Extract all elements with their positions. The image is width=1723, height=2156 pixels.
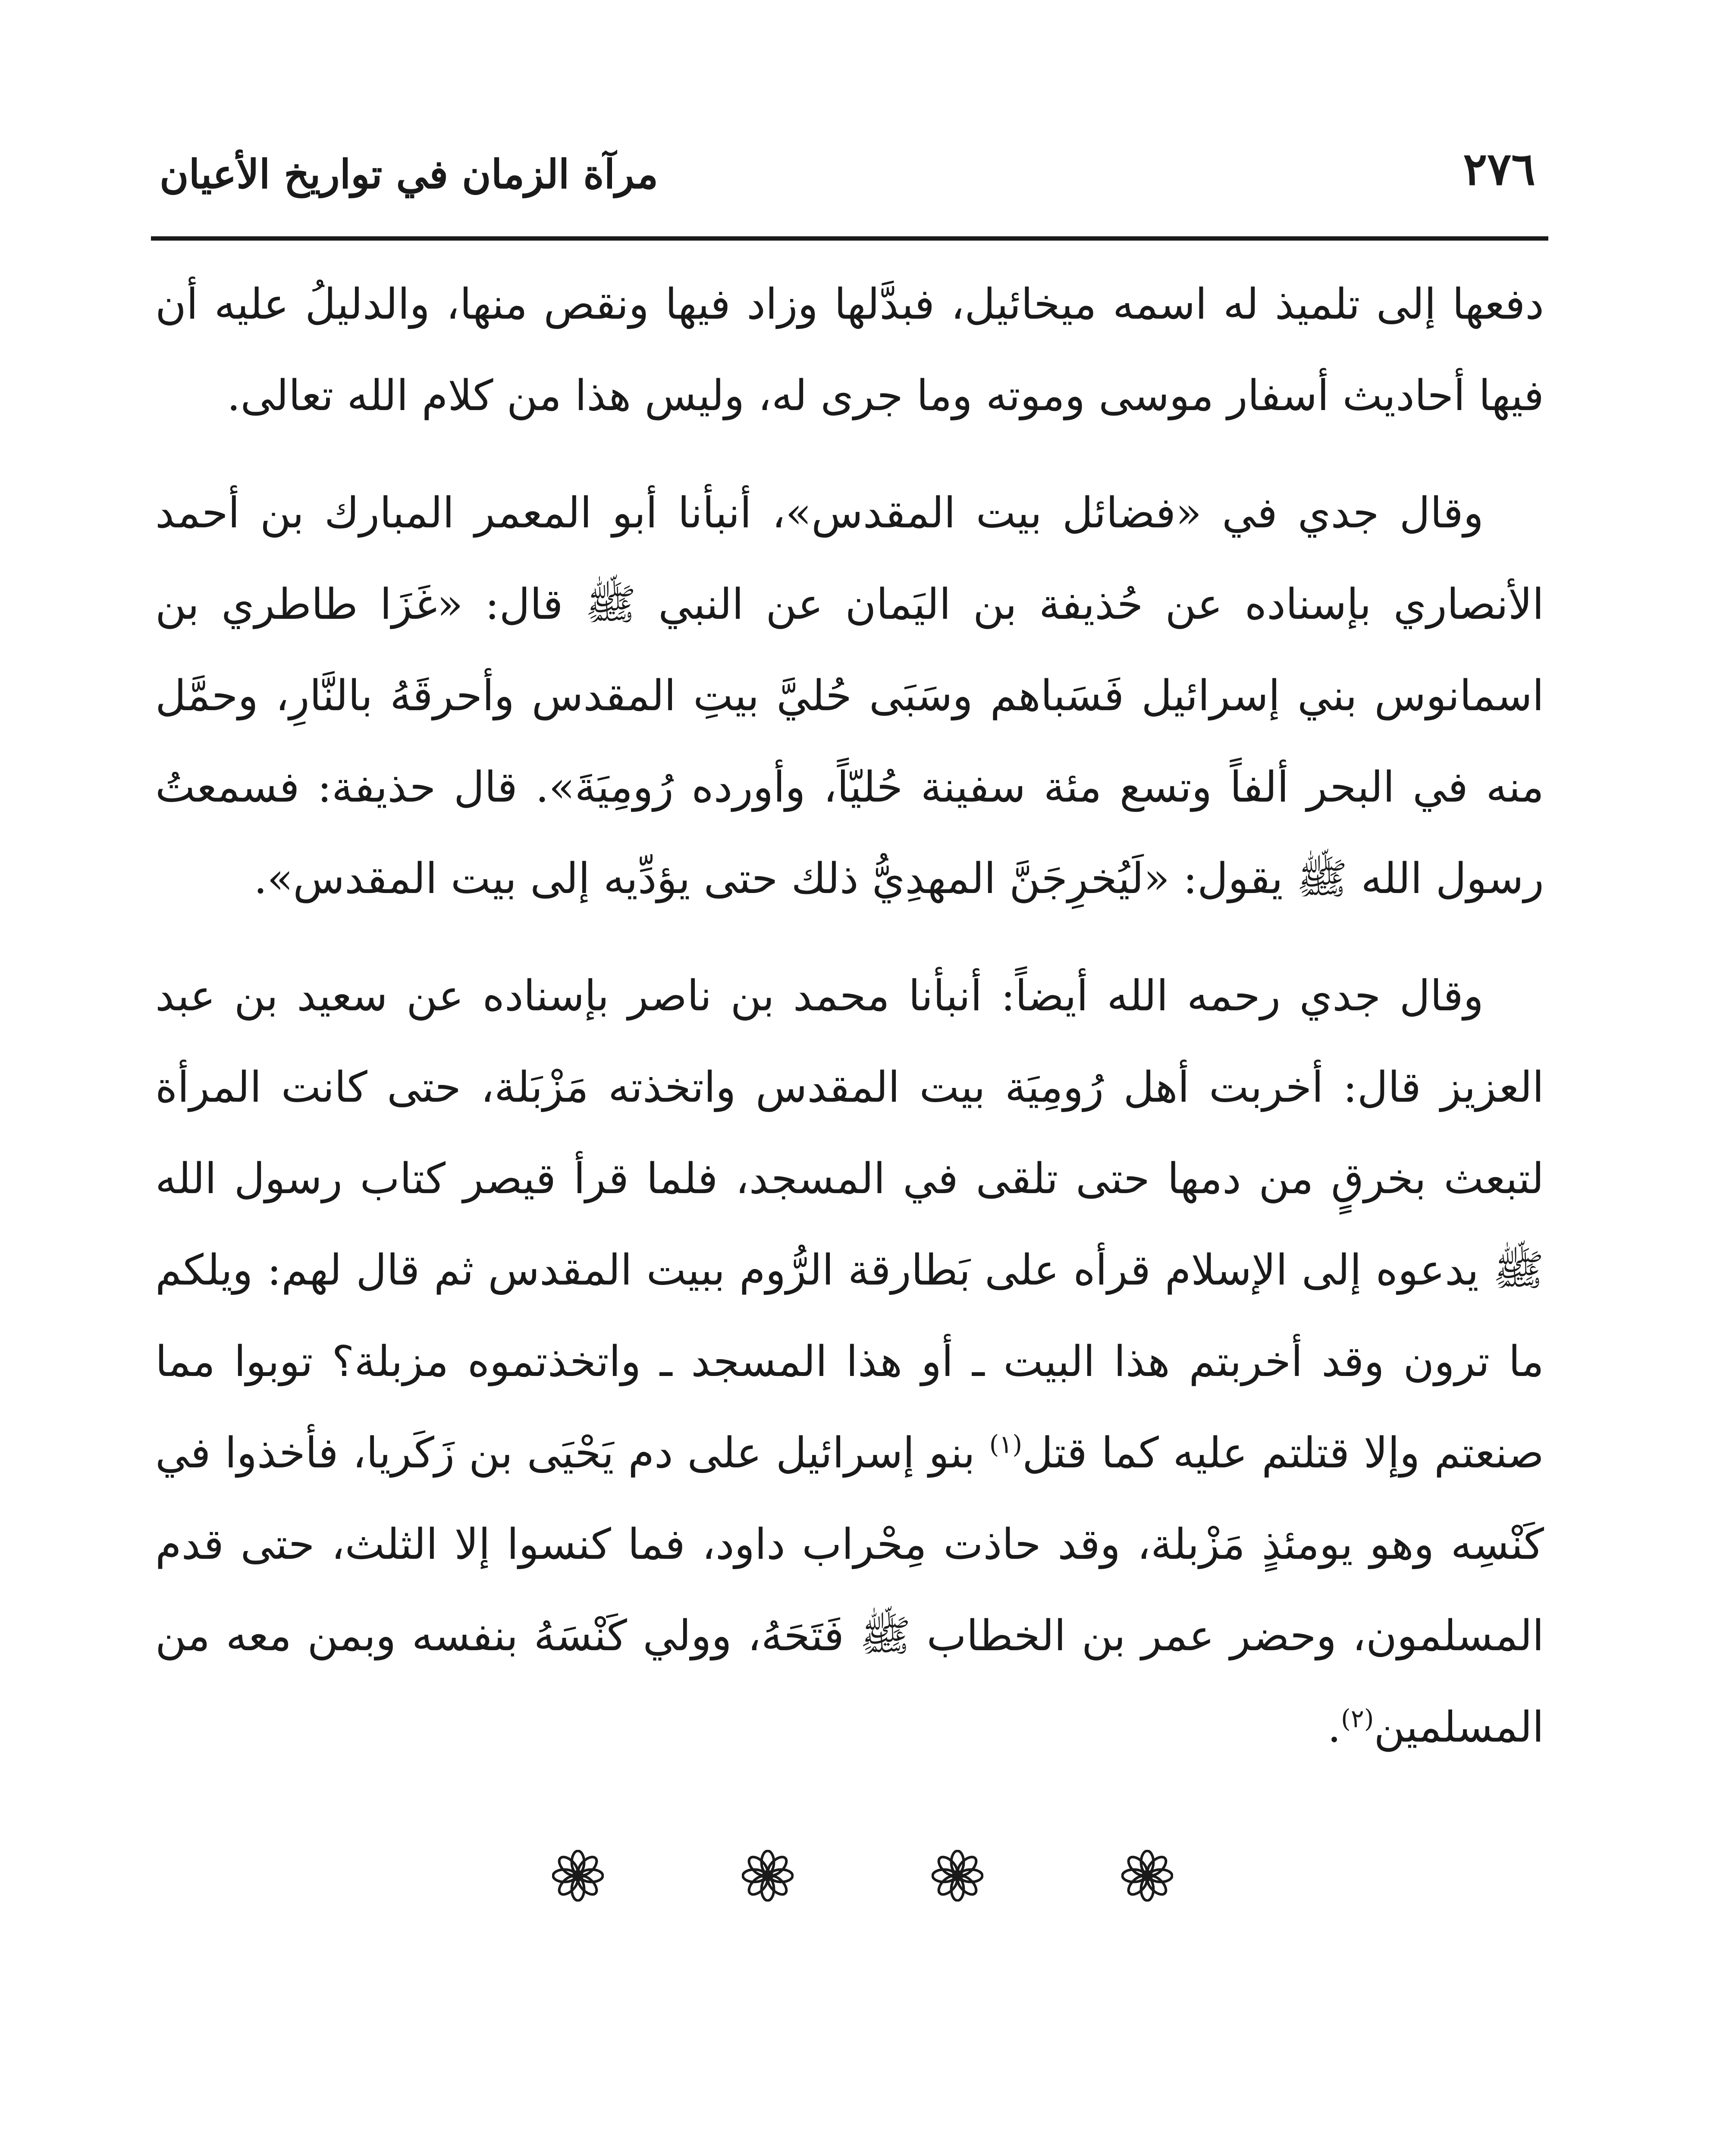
footnote-ref-1[interactable]: (١)	[989, 1429, 1023, 1459]
flower-ornament-icon	[742, 1850, 794, 1902]
paragraph-2: وقال جدي في «فضائل بيت المقدس»، أنبأنا أبو المعمر المبارك بن أحمد الأنصاري بإسناده عن حُذيفة بن اليَمان عن النبي ﷺ قال: «غَزَا طاطري بن اسمانوس بني إسرائيل فَسَباهم وسَبَى حُليَّ بيتِ المقدس وأحرقَهُ بالنَّارِ، وحمَّل منه في البحر ألفاً وتسع مئة سفينة حُليّاً، وأورده رُومِيَةَ». قال حذيفة: فسمعتُ رسول الله ﷺ يقول: «لَيُخرِجَنَّ المهدِيُّ ذلك حتى يؤدِّيه إلى بيت المقدس».	[155, 489, 1544, 903]
paragraph-3	[155, 950, 1544, 1773]
flower-ornament-icon	[1121, 1850, 1173, 1902]
section-divider-ornaments	[552, 1833, 1173, 1919]
page-number: ٢٧٦	[1463, 142, 1535, 195]
page-header	[151, 129, 1548, 216]
paragraph-3-part-a: وقال جدي رحمه الله أيضاً: أنبأنا محمد بن ناصر بإسناده عن سعيد بن عبد العزيز قال: أخربت أهل رُومِيَة بيت المقدس واتخذته مَزْبَلة، حتى كانت المرأة لتبعث بخرقٍ من دمها حتى تلقى في المسجد، فلما قرأ قيصر كتاب رسول الله ﷺ يدعوه إلى الإسلام قرأه على بَطارقة الرُّوم ببيت المقدس ثم قال لهم: ويلكم ما ترون وقد أخربتم هذا البيت ـ أو هذا المسجد ـ واتخذتموه مزبلة؟ توبوا مما صنعتم وإلا قتلتم عليه كما قتل	[155, 971, 1544, 1478]
paragraph-3-part-b: بنو إسرائيل على دم يَحْيَى بن زَكَريا، فأخذوا في كَنْسِه وهو يومئذٍ مَزْبلة، وقد حاذت مِحْراب داود، فما كنسوا إلا الثلث، حتى قدم المسلمون، وحضر عمر بن الخطاب ﷺ فَتَحَهُ، وولي كَنْسَهُ بنفسه وبمن معه من المسلمين	[155, 1429, 1544, 1752]
paragraph-1: دفعها إلى تلميذ له اسمه ميخائيل، فبدَّلها وزاد فيها ونقص منها، والدليلُ عليه أن فيها أحاديث أسفار موسى وموته وما جرى له، وليس هذا من كلام الله تعالى.	[155, 280, 1544, 420]
flower-ornament-icon	[552, 1850, 604, 1902]
flower-ornament-icon	[932, 1850, 983, 1902]
main-text	[155, 259, 1544, 1799]
footnote-ref-2[interactable]: (٢)	[1341, 1704, 1374, 1733]
paragraph-3-end: .	[1327, 1703, 1341, 1752]
header-rule	[151, 236, 1548, 241]
running-title: مرآة الزمان في تواريخ الأعيان	[160, 151, 659, 197]
